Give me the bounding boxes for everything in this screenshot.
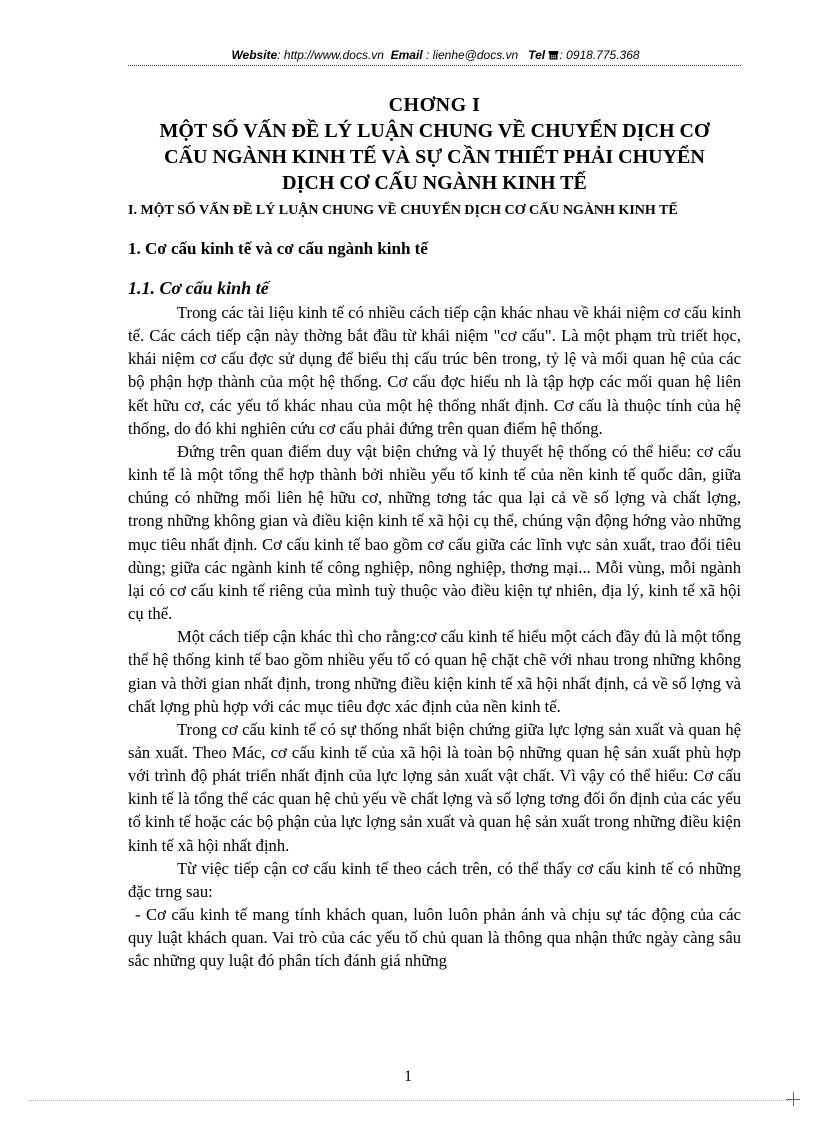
header-divider (128, 65, 741, 66)
body-paragraph: - Cơ cấu kinh tế mang tính khách quan, luôn luôn phản ánh và chịu sự tác động của các quy luật khách quan. Vai trò của các yếu tố chủ quan là thông qua nhận thức ngày càng sâu sắc những quy luật đó phân tích đánh giá những (128, 905, 741, 971)
page-number: 1 (404, 1068, 412, 1085)
website-value: : http://www.docs.vn (277, 48, 384, 62)
tel-label: Tel (528, 48, 546, 62)
page-bottom-divider (28, 1100, 788, 1101)
section-i-heading: I. MỘT SỐ VẤN ĐỀ LÝ LUẬN CHUNG VỀ CHUYỂN DỊCH CƠ CẤU NGÀNH KINH TẾ (128, 203, 678, 218)
section-1-heading: 1. Cơ cấu kinh tế và cơ cấu ngành kinh tế (128, 239, 428, 258)
email-label: Email (390, 48, 423, 62)
chapter-title-line-3: DỊCH CƠ CẤU NGÀNH KINH TẾ (282, 172, 587, 194)
chapter-label: CHƠNG I (388, 94, 481, 116)
body-paragraph: Một cách tiếp cận khác thì cho rằng:cơ cấu kinh tế hiểu một cách đầy đủ là một tổng thể hệ thống kinh tế bao gồm nhiều yếu tố có quan hệ chặt chẽ với nhau trong những không gian và thời gian nhất định, trong những điều kiện kinh tế xã hội nhất định, cả về số lợng và chất lợng phù hợp với các mục tiêu đợc xác định của nền kinh tế. (128, 627, 741, 716)
website-label: Website (231, 48, 278, 62)
body-paragraph: Trong các tài liệu kinh tế có nhiều cách tiếp cận khác nhau về khái niệm cơ cấu kinh tế. Các cách tiếp cận này thờng bắt đầu từ khái niệm "cơ cấu". Là một phạm trù triết học, khái niệm cơ cấu đợc sử dụng để biểu thị cấu trúc bên trong, tỷ lệ và mối quan hệ của các bộ phận hợp thành của một hệ thống. Cơ cấu đợc hiểu nh là tập hợp các mối quan hệ liên kết hữu cơ, các yếu tố khác nhau của một hệ thống nhất định. Cơ cấu là thuộc tính của hệ thống, do đó khi nghiên cứu cơ cấu phải đứng trên quan điểm hệ thống. (128, 303, 741, 438)
page-content (128, 92, 741, 973)
telephone-icon (548, 49, 559, 63)
tel-value: : 0918.775.368 (559, 48, 640, 62)
page-header (130, 48, 741, 63)
email-value: : lienhe@docs.vn (425, 48, 519, 62)
body-paragraph: Trong cơ cấu kinh tế có sự thống nhất biện chứng giữa lực lợng sản xuất và quan hệ sản xuất. Theo Mác, cơ cấu kinh tế của xã hội là toàn bộ những quan hệ sản xuất phù hợp với trình độ phát triển nhất định của lực lợng sản xuất vật chất. Vì vậy có thể hiểu: Cơ cấu kinh tế là tổng thể các quan hệ chủ yếu về chất lợng và số lợng tơng đối ổn định của các yếu tố kinh tế hoặc các bộ phận của lực lợng sản xuất và quan hệ sản xuất trong những điều kiện kinh tế xã hội nhất định. (128, 719, 741, 855)
body-paragraph: Đứng trên quan điểm duy vật biện chứng và lý thuyết hệ thống có thể hiểu: cơ cấu kinh tế là một tổng thể hợp thành bởi nhiều yếu tố kinh tế của nền kinh tế quốc dân, giữa chúng có những mối liên hệ hữu cơ, những tơng tác qua lại cả về số lợng và chất lợng, trong những không gian và điều kiện kinh tế xã hội cụ thể, chúng vận động hớng vào những mục tiêu nhất định. Cơ cấu kinh tế bao gồm cơ cấu giữa các lĩnh vực sản xuất, trao đổi tiêu dùng; giữa các ngành kinh tế công nghiệp, nông nghiệp, thơng mại... Mỗi vùng, mỗi ngành lại có cơ cấu kinh tế riêng của mình tuỳ thuộc vào điều kiện tự nhiên, địa lý, kinh tế xã hội cụ thể. (128, 441, 741, 624)
crop-mark-icon (786, 1092, 800, 1106)
chapter-title-line-1: MỘT SỐ VẤN ĐỀ LÝ LUẬN CHUNG VỀ CHUYỂN DỊCH CƠ (159, 120, 710, 142)
body-paragraph: Từ việc tiếp cận cơ cấu kinh tế theo cách trên, có thể thấy cơ cấu kinh tế có những đặc trng sau: (128, 858, 741, 901)
section-1-1-heading: 1.1. Cơ cấu kinh tế (128, 278, 269, 298)
chapter-title-line-2: CẤU NGÀNH KINH TẾ VÀ SỰ CẦN THIẾT PHẢI CHUYỂN (164, 146, 705, 168)
